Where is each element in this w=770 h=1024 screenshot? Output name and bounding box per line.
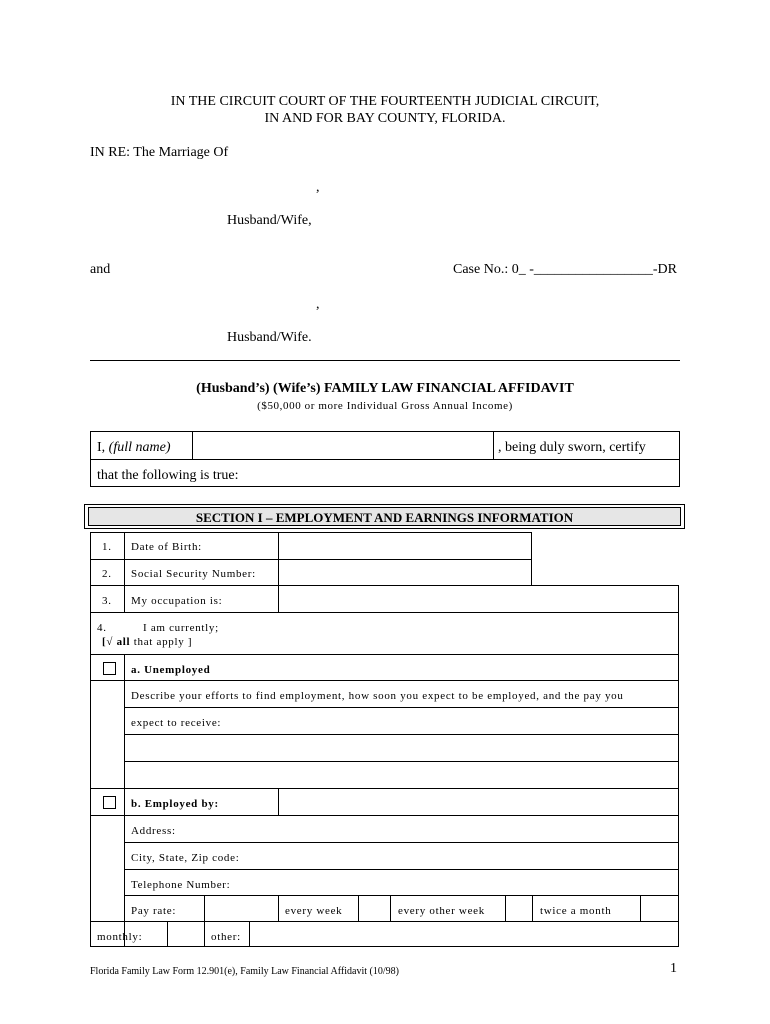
city-state-zip-label: City, State, Zip code: xyxy=(131,852,240,864)
city-divider xyxy=(124,869,679,870)
employer-col-line xyxy=(278,788,279,815)
other-col-line xyxy=(249,921,250,947)
oath-prefix: I, (full name) xyxy=(97,440,171,455)
unemployed-desc-line2: expect to receive: xyxy=(131,717,222,729)
telephone-label: Telephone Number: xyxy=(131,879,231,891)
indent-col-line xyxy=(124,654,125,947)
monthly-col-line-2 xyxy=(204,921,205,947)
unemployed-answer-line2[interactable] xyxy=(126,763,677,787)
form-subtitle: ($50,000 or more Individual Gross Annual Income) xyxy=(257,400,513,412)
label-col-line-b xyxy=(278,585,279,612)
q4-instruction: [√ all that apply ] xyxy=(102,636,193,648)
desc-divider-1 xyxy=(124,707,679,708)
oath-name-field[interactable] xyxy=(194,433,491,457)
party1-comma: , xyxy=(316,180,320,195)
employed-checkbox[interactable] xyxy=(103,796,116,809)
row1-divider xyxy=(90,559,532,560)
other-label: other: xyxy=(211,931,241,943)
pay-col-line-1 xyxy=(204,895,205,921)
q4-divider xyxy=(90,654,679,655)
unemployed-divider xyxy=(90,680,679,681)
court-heading-line2: IN AND FOR BAY COUNTY, FLORIDA. xyxy=(264,111,506,126)
oath-line2: that the following is true: xyxy=(97,468,239,483)
unemployed-desc-line1: Describe your efforts to find employment, how soon you expect to be employed, and the pay you xyxy=(131,690,624,702)
caption-divider xyxy=(90,360,680,361)
employer-divider xyxy=(90,815,679,816)
monthly-label: monthly: xyxy=(97,931,143,943)
row3-num: 3. xyxy=(102,595,112,607)
row2-label: Social Security Number: xyxy=(131,568,256,580)
pay-col-line-7 xyxy=(640,895,641,921)
check-mark-icon: √ xyxy=(106,636,114,648)
footer-form-id: Florida Family Law Form 12.901(e), Family Law Financial Affidavit (10/98) xyxy=(90,966,399,977)
every-week-checkbox[interactable] xyxy=(360,897,388,919)
pay-rate-amount-field[interactable] xyxy=(206,897,276,919)
pay-col-line-5 xyxy=(505,895,506,921)
num-col-line-a xyxy=(124,532,125,586)
pay-option-twice-a-month: twice a month xyxy=(540,905,612,917)
in-re-label: IN RE: The Marriage Of xyxy=(90,145,229,160)
unemployed-checkbox[interactable] xyxy=(103,662,116,675)
case-number: Case No.: 0_ -_________________-DR xyxy=(453,262,677,277)
pay-col-line-2 xyxy=(278,895,279,921)
oath-col-line-1 xyxy=(192,431,193,459)
unemployed-answer-line1[interactable] xyxy=(126,736,677,760)
q4-text: I am currently; xyxy=(143,622,219,634)
desc-divider-2 xyxy=(124,734,679,735)
desc-divider-3 xyxy=(124,761,679,762)
party1-role: Husband/Wife, xyxy=(227,213,312,228)
pay-rate-label: Pay rate: xyxy=(131,905,177,917)
form-title: (Husband’s) (Wife’s) FAMILY LAW FINANCIAL AFFIDAVIT xyxy=(196,381,574,396)
pay-col-line-3 xyxy=(358,895,359,921)
row1-num: 1. xyxy=(102,541,112,553)
monthly-col-line-1 xyxy=(167,921,168,947)
phone-divider xyxy=(124,895,679,896)
address-divider xyxy=(124,842,679,843)
row3-label: My occupation is: xyxy=(131,595,223,607)
and-label: and xyxy=(90,262,111,277)
employed-divider xyxy=(90,788,679,789)
row2-num: 2. xyxy=(102,568,112,580)
unemployed-label: a. Unemployed xyxy=(131,664,211,676)
twice-a-month-checkbox[interactable] xyxy=(642,897,678,919)
section1-heading: SECTION I – EMPLOYMENT AND EARNINGS INFORMATION xyxy=(195,510,574,525)
row3-divider xyxy=(90,612,679,613)
party2-comma: , xyxy=(316,297,320,312)
employed-label: b. Employed by: xyxy=(131,798,219,810)
oath-suffix: , being duly sworn, certify xyxy=(498,440,646,455)
monthly-checkbox[interactable] xyxy=(169,923,203,945)
oath-divider xyxy=(90,459,680,460)
q4-num: 4. xyxy=(97,622,107,634)
oath-full-name-hint: (full name) xyxy=(108,440,171,455)
every-other-week-checkbox[interactable] xyxy=(507,897,531,919)
date-of-birth-field[interactable] xyxy=(280,534,530,558)
other-field[interactable] xyxy=(251,923,677,945)
oath-col-line-2 xyxy=(493,431,494,459)
pay-option-every-other-week: every other week xyxy=(398,905,485,917)
party2-role: Husband/Wife. xyxy=(227,330,312,345)
ssn-field[interactable] xyxy=(280,561,530,585)
pay-col-line-6 xyxy=(532,895,533,921)
address-label: Address: xyxy=(131,825,176,837)
num-col-line-b xyxy=(124,585,125,612)
pay-divider xyxy=(90,921,679,922)
page-number: 1 xyxy=(670,961,677,976)
row1-label: Date of Birth: xyxy=(131,541,202,553)
employer-name-field[interactable] xyxy=(280,790,677,814)
label-col-line-a xyxy=(278,532,279,586)
court-heading-line1: IN THE CIRCUIT COURT OF THE FOURTEENTH JUDICIAL CIRCUIT, xyxy=(170,94,600,109)
occupation-field[interactable] xyxy=(280,588,677,612)
pay-col-line-4 xyxy=(390,895,391,921)
pay-option-every-week: every week xyxy=(285,905,343,917)
unemployed-left-divider xyxy=(90,680,124,681)
